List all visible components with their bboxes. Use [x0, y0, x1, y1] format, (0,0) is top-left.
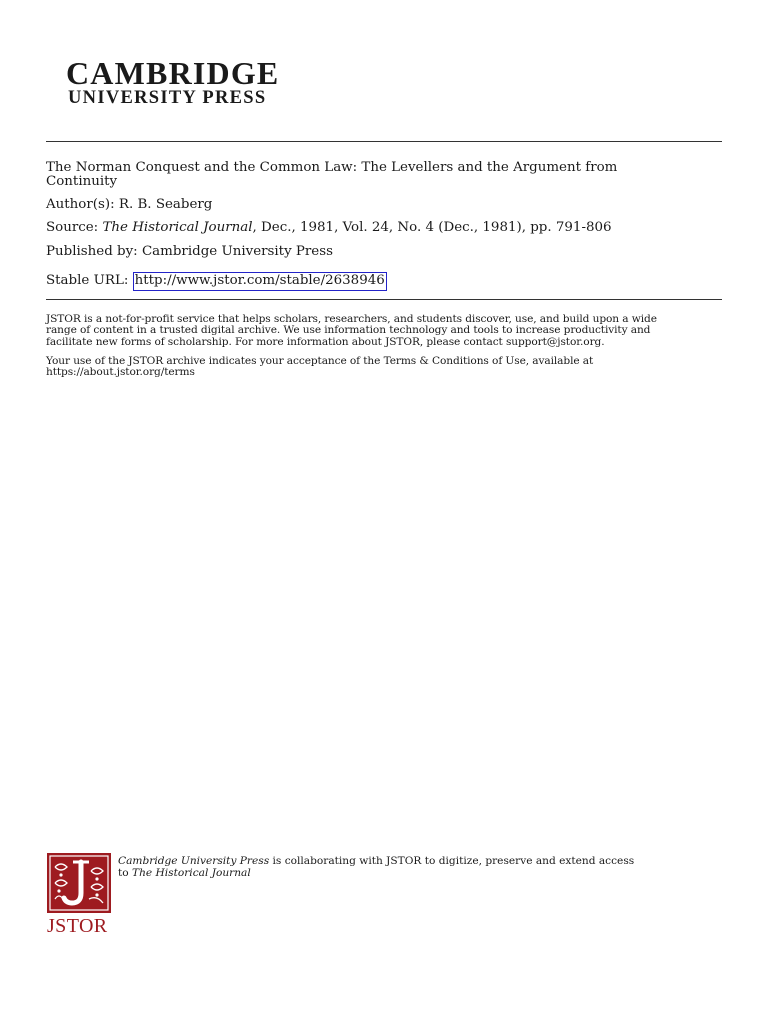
terms-notice-paragraph — [46, 356, 722, 379]
collab-to: to — [118, 866, 133, 879]
author-line — [46, 198, 722, 212]
cambridge-university-press-logo — [66, 55, 306, 108]
stable-url-line — [46, 272, 722, 291]
collab-line-2 — [118, 868, 718, 880]
notice-line-3: facilitate new forms of scholarship. For more information about JSTOR, please contact support@jstor.org. — [46, 335, 605, 348]
publisher-label: Published by: — [46, 244, 138, 259]
stable-url-label: Stable URL: — [46, 273, 129, 288]
article-title-line-2: Continuity — [46, 174, 118, 189]
notice-line-1: JSTOR is a not-for-profit service that helps scholars, researchers, and students discover, use, and build upon a wide — [46, 313, 657, 325]
collaboration-statement — [118, 856, 718, 879]
publisher-line — [46, 245, 722, 259]
logo-line-cambridge: CAMBRIDGE — [66, 55, 280, 91]
jstor-notice-paragraph — [46, 314, 722, 348]
jstor-seal-icon — [47, 853, 111, 913]
logo-line-university-press: UNIVERSITY PRESS — [68, 88, 267, 108]
author-name: R. B. Seaberg — [118, 197, 213, 212]
article-title-line-1: The Norman Conquest and the Common Law: The Levellers and the Argument from — [46, 160, 618, 175]
collab-text: is collaborating with JSTOR to digitize, preserve and extend access — [269, 855, 635, 867]
jstor-wordmark: JSTOR — [47, 915, 108, 937]
collab-journal: The Historical Journal — [132, 866, 251, 879]
source-line — [46, 221, 722, 235]
jstor-logo — [47, 853, 117, 937]
notice-line-2: range of content in a trusted digital archive. We use information technology and tools to increase productivity and — [46, 324, 651, 337]
stable-url-link[interactable]: http://www.jstor.com/stable/2638946 — [133, 272, 387, 291]
top-divider — [46, 141, 722, 142]
middle-divider — [46, 299, 722, 300]
author-label: Author(s): — [46, 197, 115, 212]
terms-line-2: https://about.jstor.org/terms — [46, 366, 195, 379]
article-title — [46, 161, 722, 189]
publisher-name: Cambridge University Press — [141, 244, 333, 259]
source-details: , Dec., 1981, Vol. 24, No. 4 (Dec., 1981), pp. 791-806 — [252, 220, 612, 235]
collab-publisher: Cambridge University Press — [118, 855, 270, 867]
source-journal: The Historical Journal — [102, 220, 253, 235]
terms-line-1: Your use of the JSTOR archive indicates your acceptance of the Terms & Conditions of Use, available at — [46, 355, 594, 367]
source-label: Source: — [46, 220, 99, 235]
